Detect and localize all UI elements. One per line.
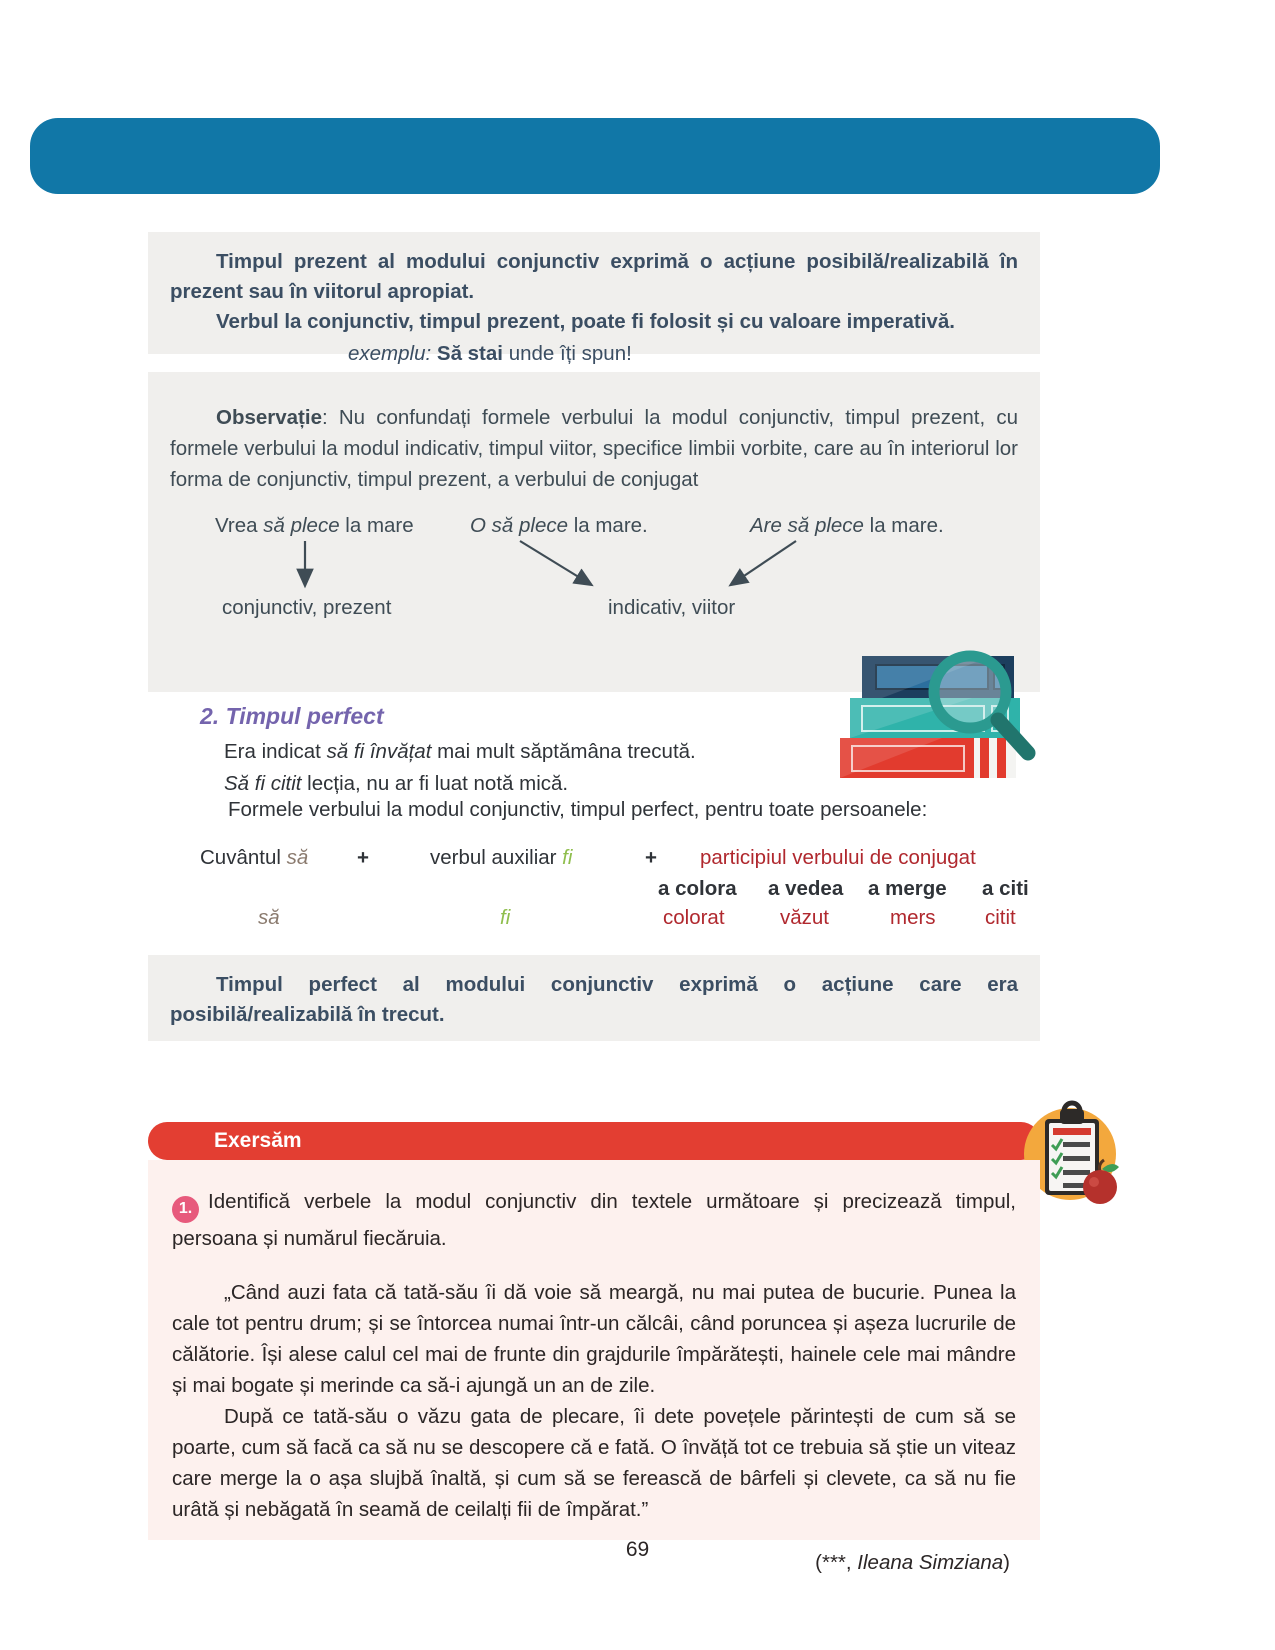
- quote-paragraph-1: „Când auzi fata că tată-său îi dă voie să meargă, nu mai putea de bucurie. Punea la cale tot pentru drum; și se întorcea numai într-un călcâi, când poruncea și așeza lucrurile de călătorie. Își alese calul cel mai de frunte din grajdurile împărătești, hainele cele mai mândre și mai bogate și merinde ca să-i ajungă un an de zile.: [172, 1280, 1016, 1397]
- observation-paragraph: [170, 402, 1018, 495]
- exersam-banner: [148, 1122, 1040, 1160]
- formula-participiu-label: participiul verbului de conjugat: [700, 846, 976, 869]
- formula-verbul-auxiliar-fi: verbul auxiliar fi: [430, 846, 573, 869]
- example-rest: unde îți spun!: [503, 342, 632, 365]
- infinitive-a-citi: a citi: [982, 877, 1029, 900]
- perfect-example-1: Era indicat să fi învățat mai mult săptămâna trecută.: [224, 740, 696, 763]
- observation-example-3: Are să plece la mare.: [750, 514, 944, 537]
- formula-cuvantul-sa: Cuvântul să: [200, 846, 309, 869]
- definition-present-text: Timpul prezent al modului conjunctiv exprimă o acțiune posibilă/realizabilă în prezent sau în viitorul apropiat.: [170, 250, 1018, 303]
- arrow-label-indicativ: indicativ, viitor: [608, 596, 736, 619]
- infinitive-a-vedea: a vedea: [768, 877, 844, 900]
- observation-label: Observație: [216, 406, 322, 429]
- exercise-1-prompt: [172, 1186, 1016, 1255]
- definition-present-imperative: Verbul la conjunctiv, timpul prezent, poate fi folosit și cu valoare imperativă.: [216, 310, 955, 333]
- observation-example-2: O să plece la mare.: [470, 514, 648, 537]
- mapping-arrows: [148, 538, 1040, 594]
- quote-attribution: (***, Ileana Simziana): [815, 1550, 1010, 1574]
- example-bold-verb: Să stai: [436, 342, 503, 365]
- infinitive-a-colora: a colora: [658, 877, 737, 900]
- chapter-header-bar: [30, 118, 1160, 194]
- participle-colorat: colorat: [663, 906, 725, 929]
- definition-perfect-text: Timpul perfect al modului conjunctiv exprimă o acțiune care era posibilă/realizabilă în trecut.: [170, 973, 1018, 1026]
- participle-citit: citit: [985, 906, 1016, 929]
- observation-body: : Nu confundați formele verbului la modul conjunctiv, timpul prezent, cu formele verbului la modul indicativ, timpul viitor, specifice limbii vorbite, care au în interiorul lor forma de conjunctiv, timpul prezent, a verbului de conjugat: [170, 406, 1018, 491]
- definition-present-example: [348, 339, 1018, 369]
- participle-mers: mers: [890, 906, 936, 929]
- arrow-label-conjunctiv: conjunctiv, prezent: [222, 596, 392, 619]
- formula-row-sa: să: [258, 906, 280, 929]
- exercise-prompt-text: Identifică verbele la modul conjunctiv din textele următoare și precizează timpul, persoana și numărul fiecăruia.: [172, 1190, 1016, 1250]
- section-heading-timpul-perfect: 2. Timpul perfect: [200, 703, 384, 729]
- definition-box-present: [148, 232, 1040, 365]
- observation-box: [148, 372, 1040, 692]
- quote-paragraph-2: După ce tată-său o văzu gata de plecare, îi dete povețele părintești de cum să se poarte, cum să facă ca să nu se descopere că e fată. O învăță tot ce trebuia să știe un viteaz care merge la o așa slujbă înaltă, și cum să se ferească de bârfeli și clevete, ca să nu fie urâtă și nebăgată în seamă de ceilalți fii de împărat.”: [172, 1404, 1016, 1521]
- page-number: 69: [625, 1538, 650, 1561]
- definition-box-perfect: [148, 955, 1040, 1041]
- formula-intro: Formele verbului la modul conjunctiv, timpul perfect, pentru toate persoanele:: [228, 798, 928, 821]
- observation-example-1: Vrea să plece la mare: [215, 514, 414, 537]
- exersam-banner-label: Exersăm: [214, 1129, 302, 1152]
- books-with-magnifier-illustration: [822, 650, 1060, 780]
- formula-plus-1: +: [357, 846, 369, 869]
- perfect-example-2: Să fi citit lecția, nu ar fi luat notă mică.: [224, 772, 569, 795]
- participle-vazut: văzut: [780, 906, 829, 929]
- formula-plus-2: +: [645, 846, 657, 869]
- formula-row-fi: fi: [500, 906, 511, 929]
- exercise-number-badge: 1.: [172, 1196, 199, 1223]
- example-label: exemplu:: [348, 342, 437, 365]
- infinitive-a-merge: a merge: [868, 877, 947, 900]
